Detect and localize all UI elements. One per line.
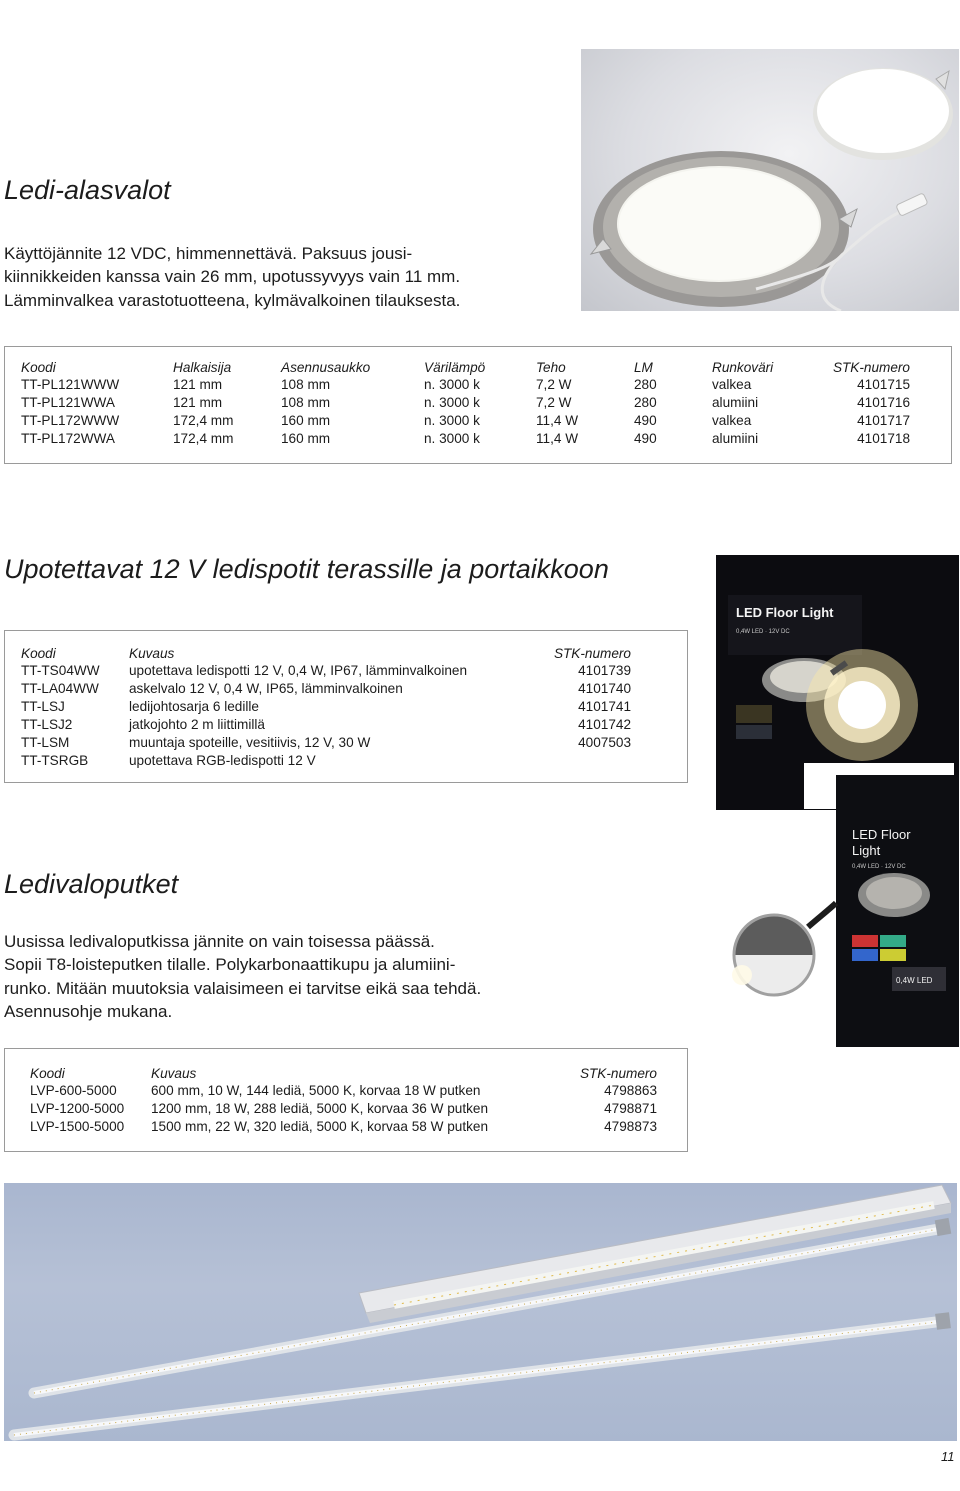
description-line: Uusissa ledivaloputkissa jännite on vain toisessa päässä. — [4, 932, 435, 951]
cell-power: 11,4 W — [536, 412, 579, 428]
cell-power: 7,2 W — [536, 394, 572, 410]
description-line: kiinnikkeiden kanssa vain 26 mm, upotussyvyys vain 11 mm. — [4, 267, 461, 287]
cell-power: 7,2 W — [536, 376, 572, 392]
column-header-power: Teho — [536, 360, 566, 375]
cell-color-temperature: n. 3000 k — [424, 376, 480, 392]
cell-diameter: 172,4 mm — [173, 412, 234, 428]
cell-cutout: 160 mm — [281, 412, 331, 428]
led-tubes-table-grid — [30, 1062, 657, 1135]
column-header-code: Koodi — [21, 646, 56, 661]
cell-stk-number: 4798873 — [604, 1118, 657, 1134]
column-header-description: Kuvaus — [151, 1066, 197, 1081]
cell-stk-number: 4101716 — [857, 394, 910, 410]
cell-description: 1500 mm, 22 W, 320 lediä, 5000 K, korvaa 58 W putken — [151, 1118, 489, 1134]
product-box-1-subtitle: 0,4W LED · 12V DC — [736, 629, 790, 635]
table-row — [30, 1081, 657, 1099]
description-line: Sopii T8-loisteputken tilalle. Polykarbonaattikupu ja alumiini- — [4, 955, 456, 975]
cell-code: LVP-600-5000 — [30, 1082, 117, 1098]
table-row — [21, 715, 631, 733]
led-tubes-table — [4, 1048, 688, 1152]
cell-code: TT-LSJ2 — [21, 716, 73, 732]
section-description-downlights — [4, 242, 460, 312]
description-line: Käyttöjännite 12 VDC, himmennettävä. Paksuus jousi- — [4, 244, 413, 263]
product-box-2-title-line1: LED Floor — [852, 827, 911, 842]
section-heading-floor-spots: Upotettavat 12 V ledispotit terassille ja portaikkoon — [4, 554, 609, 584]
cell-color-temperature: n. 3000 k — [424, 430, 480, 446]
cell-code: TT-LA04WW — [21, 680, 99, 696]
table-header-row — [21, 356, 910, 375]
table-row — [21, 429, 910, 447]
page-number: 11 — [941, 1449, 955, 1464]
column-header-stk-number: STK-numero — [832, 360, 910, 375]
table-row — [21, 697, 631, 715]
table-row — [21, 661, 631, 679]
column-header-color-temperature: Värilämpö — [424, 360, 486, 375]
table-row — [21, 679, 631, 697]
led-tubes-photo — [4, 1183, 957, 1441]
cell-frame-color: valkea — [712, 376, 752, 392]
section-heading-led-tubes: Ledivaloputket — [4, 869, 179, 899]
cell-frame-color: alumiini — [712, 430, 759, 446]
floor-light-illustration — [712, 555, 959, 1047]
cell-code: LVP-1200-5000 — [30, 1100, 125, 1116]
column-header-description: Kuvaus — [129, 646, 175, 661]
cell-description: askelvalo 12 V, 0,4 W, IP65, lämminvalkoinen — [129, 680, 403, 696]
column-header-diameter: Halkaisija — [173, 360, 232, 375]
product-box-1-title: LED Floor Light — [736, 605, 834, 620]
column-header-stk-number: STK-numero — [553, 646, 631, 661]
product-box-2-title-line2: Light — [852, 843, 881, 858]
table-row — [30, 1099, 657, 1117]
section-heading-led-downlights: Ledi-alasvalot — [4, 175, 171, 205]
cell-stk-number: 4101741 — [578, 698, 631, 714]
table-row — [21, 375, 910, 393]
cell-color-temperature: n. 3000 k — [424, 394, 480, 410]
table-row — [21, 733, 631, 751]
cell-description: muuntaja spoteille, vesitiivis, 12 V, 30 W — [129, 734, 371, 750]
cell-cutout: 108 mm — [281, 376, 331, 392]
table-row — [21, 411, 910, 429]
cell-stk-number — [539, 751, 631, 769]
led-tubes-illustration — [4, 1183, 957, 1441]
cell-power: 11,4 W — [536, 430, 579, 446]
cell-code: TT-PL172WWW — [21, 412, 120, 428]
cell-stk-number: 4798871 — [604, 1100, 657, 1116]
product-box-2-label: 0,4W LED — [896, 976, 933, 985]
column-header-stk-number: STK-numero — [579, 1066, 657, 1081]
cell-cutout: 108 mm — [281, 394, 331, 410]
description-line: Asennusohje mukana. — [4, 1001, 173, 1021]
downlights-table-grid — [21, 356, 910, 447]
cell-code: TT-TS04WW — [21, 662, 100, 678]
cell-stk-number: 4101740 — [578, 680, 631, 696]
product-box-2-subtitle: 0,4W LED · 12V DC — [852, 864, 906, 870]
cell-lumens: 490 — [634, 430, 657, 446]
cell-lumens: 490 — [634, 412, 657, 428]
floor-light-photo — [712, 555, 959, 1047]
column-header-cutout: Asennusaukko — [281, 360, 371, 375]
cell-stk-number: 4007503 — [578, 734, 631, 750]
description-line: runko. Mitään muutoksia valaisimeen ei tarvitse eikä saa tehdä. — [4, 978, 482, 998]
cell-code: TT-LSM — [21, 734, 70, 750]
cell-diameter: 121 mm — [173, 394, 223, 410]
cell-code: TT-TSRGB — [21, 752, 89, 768]
cell-description: 600 mm, 10 W, 144 lediä, 5000 K, korvaa 18 W putken — [151, 1082, 481, 1098]
cell-diameter: 172,4 mm — [173, 430, 234, 446]
cell-cutout: 160 mm — [281, 430, 331, 446]
cell-diameter: 121 mm — [173, 376, 223, 392]
table-header-row — [21, 642, 631, 661]
cell-description: ledijohtosarja 6 ledille — [129, 698, 259, 714]
cell-code: LVP-1500-5000 — [30, 1118, 125, 1134]
panel-lights-illustration — [581, 49, 959, 311]
column-header-code: Koodi — [21, 360, 56, 375]
cell-frame-color: valkea — [712, 412, 752, 428]
cell-lumens: 280 — [634, 376, 657, 392]
cell-stk-number: 4101742 — [578, 716, 631, 732]
cell-stk-number: 4101715 — [857, 376, 910, 392]
cell-code: TT-PL121WWA — [21, 394, 115, 410]
cell-description: jatkojohto 2 m liittimillä — [129, 716, 265, 732]
table-header-row — [30, 1062, 657, 1081]
cell-color-temperature: n. 3000 k — [424, 412, 480, 428]
table-row — [21, 393, 910, 411]
column-header-lumens: LM — [634, 360, 653, 375]
cell-frame-color: alumiini — [712, 394, 759, 410]
cell-description: 1200 mm, 18 W, 288 lediä, 5000 K, korvaa 36 W putken — [151, 1100, 489, 1116]
cell-code: TT-PL172WWA — [21, 430, 115, 446]
floor-spots-table-grid — [21, 642, 631, 769]
cell-stk-number: 4101717 — [857, 412, 910, 428]
downlights-table — [4, 346, 952, 464]
panel-lights-photo — [581, 49, 959, 311]
cell-stk-number: 4798863 — [604, 1082, 657, 1098]
table-row — [21, 751, 631, 769]
floor-spots-table — [4, 630, 688, 783]
cell-lumens: 280 — [634, 394, 657, 410]
cell-code: TT-PL121WWW — [21, 376, 120, 392]
description-line: Lämminvalkea varastotuotteena, kylmävalkoinen tilauksesta. — [4, 290, 461, 310]
table-row — [30, 1117, 657, 1135]
cell-code: TT-LSJ — [21, 698, 65, 714]
cell-description: upotettava ledispotti 12 V, 0,4 W, IP67, lämminvalkoinen — [129, 662, 468, 678]
column-header-frame-color: Runkoväri — [712, 360, 774, 375]
column-header-code: Koodi — [30, 1066, 65, 1081]
cell-description: upotettava RGB-ledispotti 12 V — [129, 752, 316, 768]
cell-stk-number: 4101739 — [578, 662, 631, 678]
section-description-led-tubes — [4, 930, 481, 1023]
cell-stk-number: 4101718 — [857, 430, 910, 446]
